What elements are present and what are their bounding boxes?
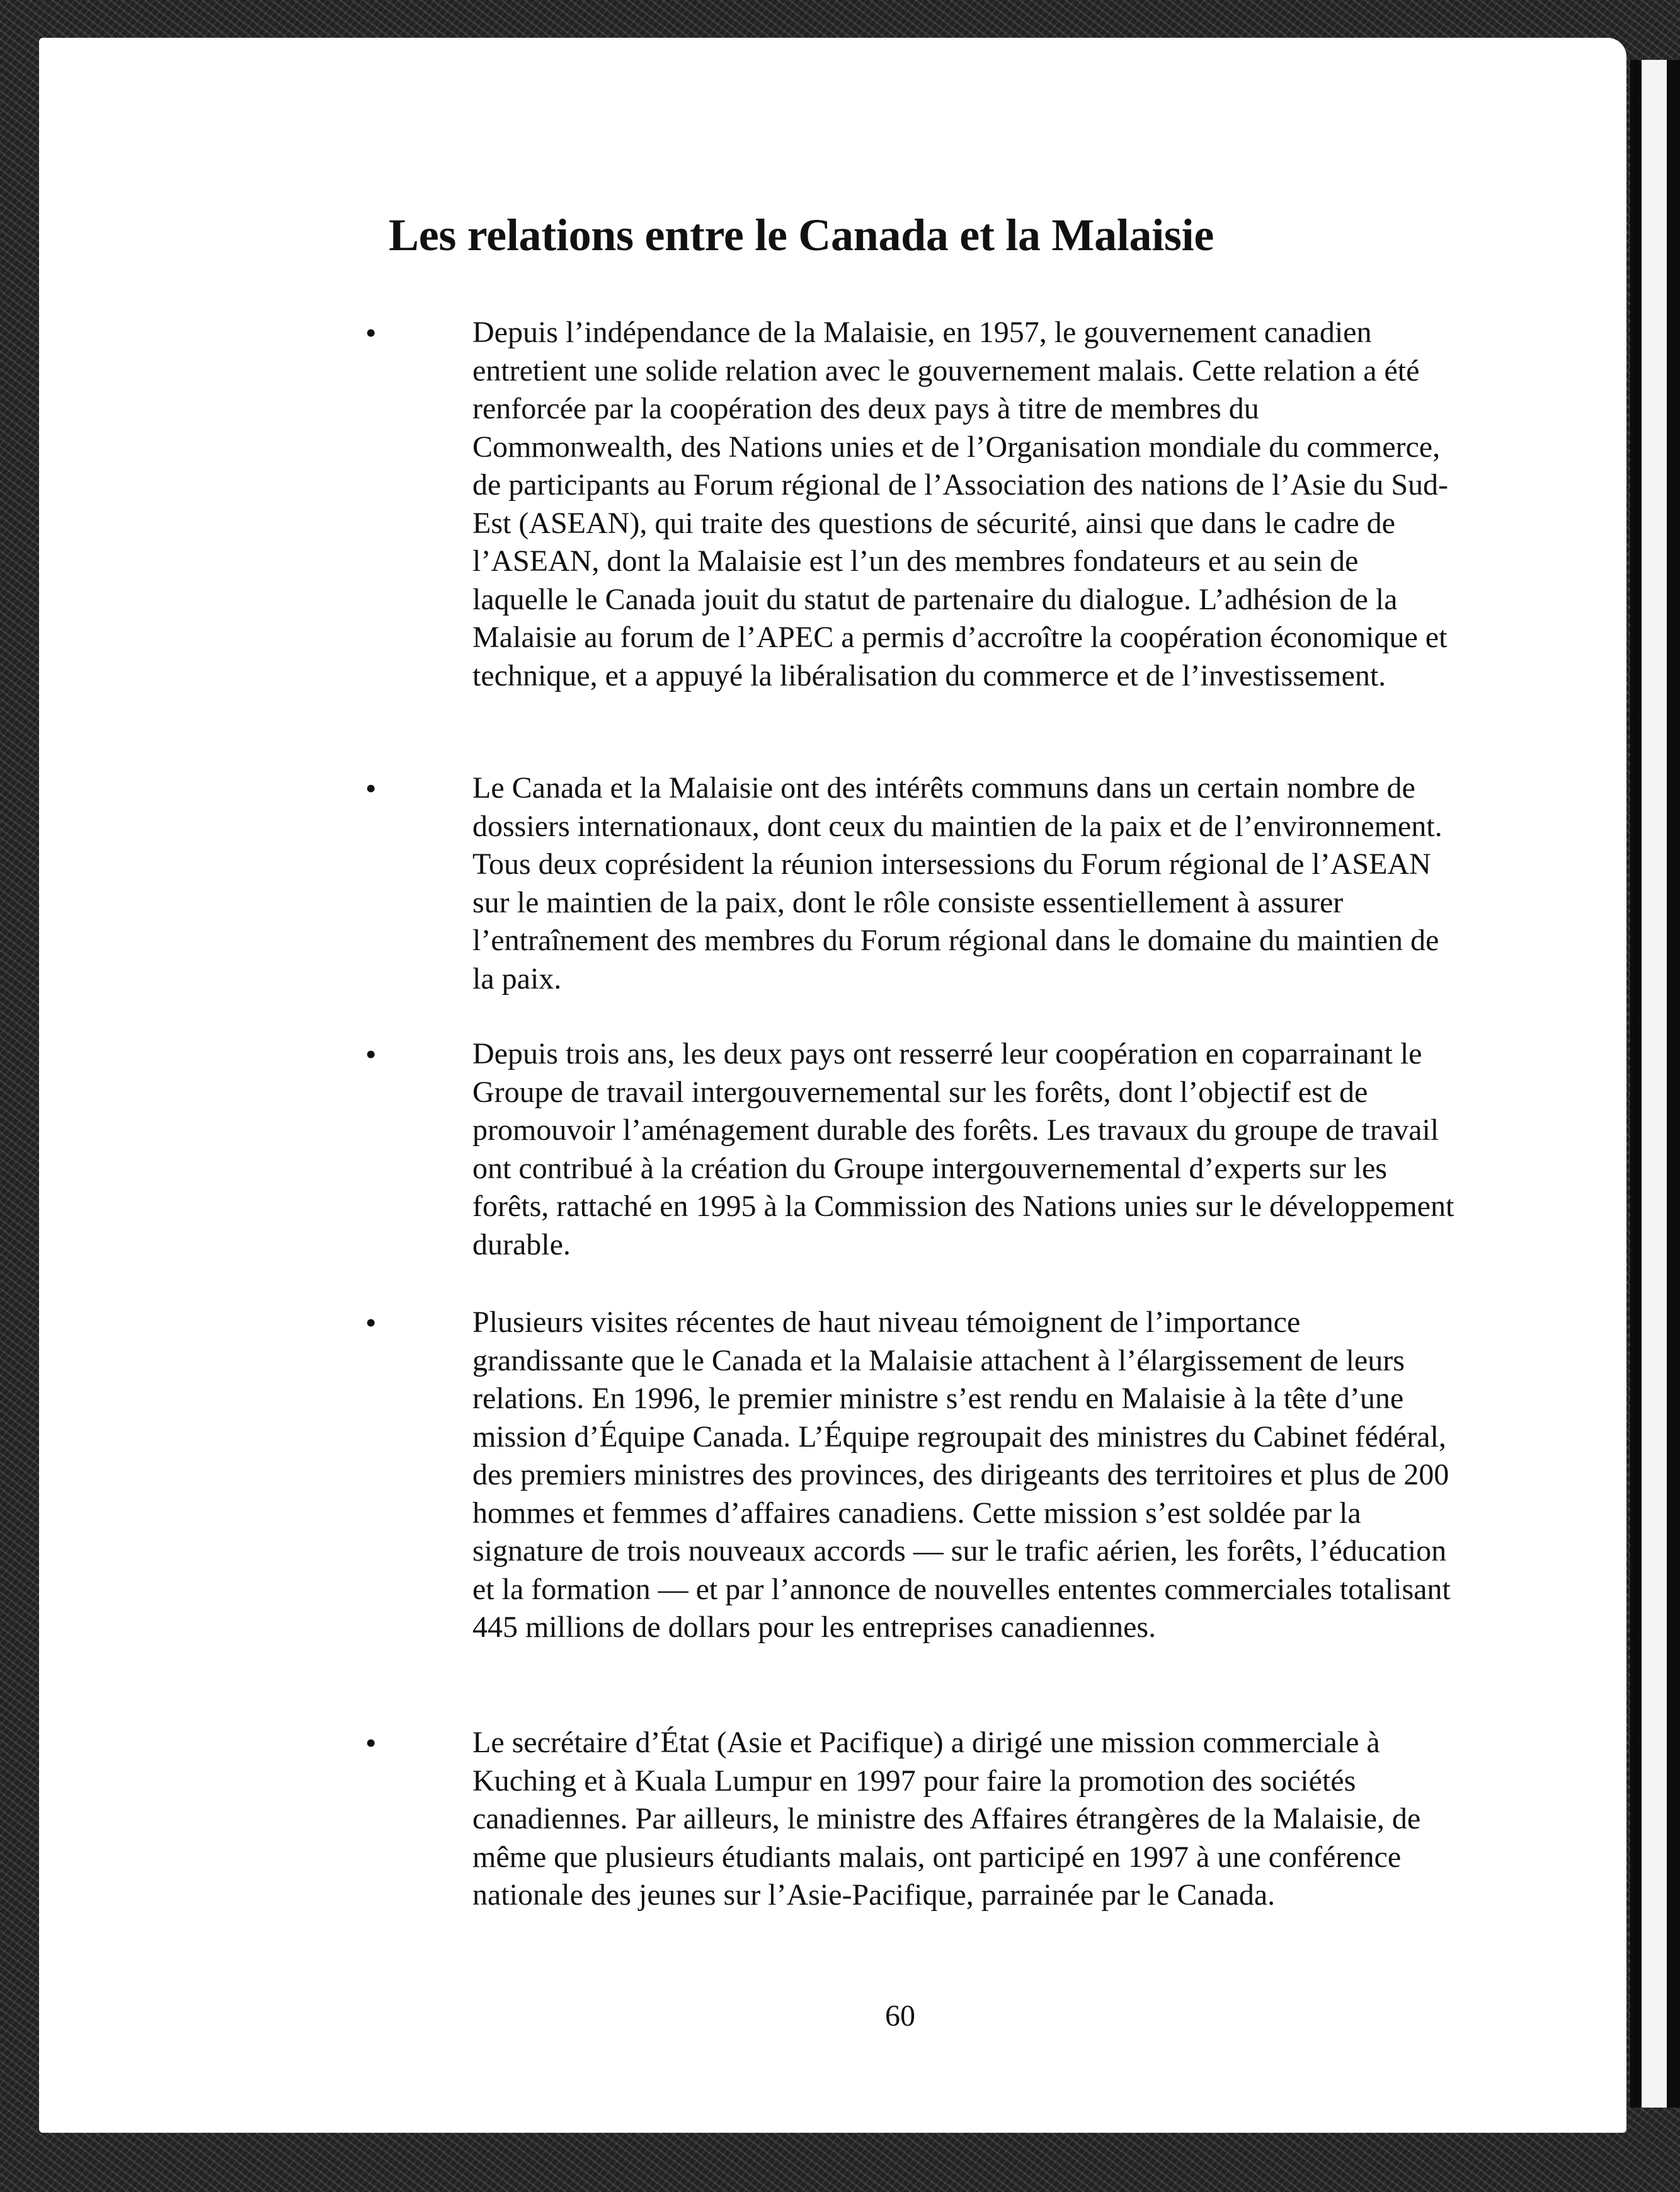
bullet-icon: • xyxy=(365,315,377,350)
page-title: Les relations entre le Canada et la Malaisie xyxy=(389,210,1214,260)
paragraph: Depuis l’indépendance de la Malaisie, en 1957, le gouvernement canadien entretient une solide relation avec le gouvernement malais. Cette relation a été renforcée par la coopération des deux pays à titre de membres du Commonwealth, des Nations unies et de l’Organisation mondiale du commerce, de participants au Forum régional de l’Association des nations de l’Asie du Sud-Est (ASEAN), qui traite des questions de sécurité, ainsi que dans le cadre de l’ASEAN, dont la Malaisie est l’un des membres fondateurs et au sein de laquelle le Canada jouit du statut de partenaire du dialogue. L’adhésion de la Malaisie au forum de l’APEC a permis d’accroître la coopération économique et technique, et a appuyé la libéralisation du commerce et de l’investissement. xyxy=(472,316,1449,692)
bullet-icon: • xyxy=(365,771,377,806)
binding-edge-light xyxy=(1642,60,1667,2108)
bullet-icon: • xyxy=(365,1036,377,1072)
bullet-icon: • xyxy=(365,1305,377,1340)
binding-edge-dark xyxy=(1630,60,1642,2108)
page-number: 60 xyxy=(885,1999,915,2033)
paragraph: Plusieurs visites récentes de haut niveau témoignent de l’importance grandissante que le Canada et la Malaisie attachent à l’élargissement de leurs relations. En 1996, le premier ministre s’est rendu en Malaisie à la tête d’une mission d’Équipe Canada. L’Équipe regroupait des ministres du Cabinet fédéral, des premiers ministres des provinces, des dirigeants des territoires et plus de 200 hommes et femmes d’affaires canadiens. Cette mission s’est soldée par la signature de trois nouveaux accords — sur le trafic aérien, les forêts, l’éducation et la formation — et par l’annonce de nouvelles ententes commerciales totalisant 445 millions de dollars pour les entreprises canadiennes. xyxy=(472,1305,1451,1644)
binding-edge-outer xyxy=(1667,60,1680,2108)
bullet-icon: • xyxy=(365,1725,377,1760)
paragraph: Le Canada et la Malaisie ont des intérêts communs dans un certain nombre de dossiers internationaux, dont ceux du maintien de la paix et de l’environnement. Tous deux coprésident la réunion intersessions du Forum régional de l’ASEAN sur le maintien de la paix, dont le rôle consiste essentiellement à assurer l’entraînement des membres du Forum régional dans le domaine du maintien de la paix. xyxy=(472,771,1443,996)
paragraph: Depuis trois ans, les deux pays ont resserré leur coopération en coparrainant le Groupe de travail intergouvernemental sur les forêts, dont l’objectif est de promouvoir l’aménagement durable des forêts. Les travaux du groupe de travail ont contribué à la création du Groupe intergouvernemental d’experts sur les forêts, rattaché en 1995 à la Commission des Nations unies sur le développement durable. xyxy=(472,1037,1454,1261)
paragraph: Le secrétaire d’État (Asie et Pacifique) a dirigé une mission commerciale à Kuching et à Kuala Lumpur en 1997 pour faire la promotion des sociétés canadiennes. Par ailleurs, le ministre des Affaires étrangères de la Malaisie, de même que plusieurs étudiants malais, ont participé en 1997 à une conférence nationale des jeunes sur l’Asie-Pacifique, parrainée par le Canada. xyxy=(472,1726,1421,1912)
